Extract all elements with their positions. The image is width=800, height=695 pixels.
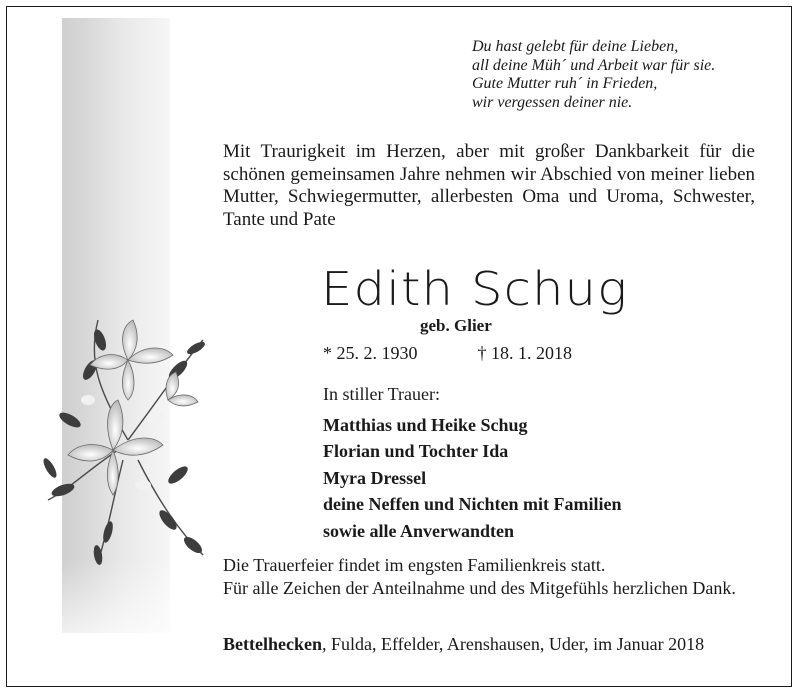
poem-line: Gute Mutter ruh´ in Frieden, (472, 75, 658, 92)
mourner-entry: Florian und Tochter Ida (323, 441, 509, 462)
place-rest: , Fulda, Effelder, Arenshausen, Uder, im Januar 2018 (321, 634, 705, 654)
mourner-entry: Myra Dressel (323, 467, 427, 488)
poem (472, 38, 772, 112)
mourner-entry: Matthias und Heike Schug (323, 415, 528, 435)
birth-date: * 25. 2. 1930 (323, 343, 418, 363)
mourning-label: In stiller Trauer: (323, 384, 440, 404)
poem-line: all deine Müh´ und Arbeit war für sie. (472, 56, 716, 74)
death-date: † 18. 1. 2018 (477, 343, 572, 363)
place-and-date (223, 634, 704, 655)
maiden-name: geb. Glier (420, 316, 492, 335)
life-dates (323, 343, 572, 364)
deceased-name: Edith Schug (321, 262, 629, 316)
mourner-entry: deine Neffen und Nichten mit Familien (323, 494, 622, 515)
intro-text: Mit Traurigkeit im Herzen, aber mit großer Dankbarkeit für die schönen gemeinsamen Jahre nehmen wir Abschied von meiner lieben Mutter, Schwiegermutter, allerbesten Oma und Uroma, Schwester, Tante und Pate (223, 141, 755, 230)
lily-bouquet-icon (28, 300, 228, 570)
gray-band-fade (62, 560, 170, 650)
mourner-entry: sowie alle Anverwandten (323, 520, 514, 541)
closing-text (223, 556, 763, 602)
poem-line: Du hast gelebt für deine Lieben, (472, 38, 679, 55)
mourners-list (323, 412, 622, 544)
thanks-note: Für alle Zeichen der Anteilnahme und des Mitgefühls herzlichen Dank. (223, 578, 736, 598)
funeral-note: Die Trauerfeier findet im engsten Familienkreis statt. (223, 555, 606, 575)
poem-line: wir vergessen deiner nie. (472, 93, 633, 111)
place-primary: Bettelhecken (223, 634, 322, 654)
